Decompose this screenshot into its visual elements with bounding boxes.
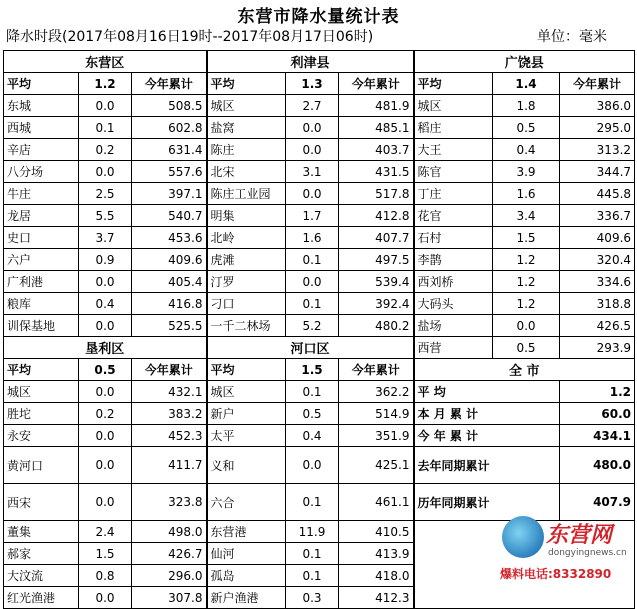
table-cell: 453.6 bbox=[132, 227, 207, 249]
table-row bbox=[4, 161, 635, 183]
table-cell: 平均 bbox=[4, 73, 79, 95]
table-row bbox=[4, 403, 635, 425]
table-cell: 太平 bbox=[207, 425, 286, 447]
table-cell: 431.5 bbox=[339, 161, 414, 183]
table-cell: 龙居 bbox=[4, 205, 79, 227]
table-cell: 0.5 bbox=[286, 403, 339, 425]
table-cell: 西营 bbox=[414, 337, 493, 359]
table-cell: 0.0 bbox=[286, 117, 339, 139]
table-cell: 辛店 bbox=[4, 139, 79, 161]
table-cell: 0.0 bbox=[79, 315, 132, 337]
table-cell: 今年累计 bbox=[132, 359, 207, 381]
table-cell: 0.1 bbox=[286, 565, 339, 587]
table-cell: 410.5 bbox=[339, 521, 414, 543]
table-cell: 今 年 累 计 bbox=[414, 425, 560, 447]
table-cell: 大汶流 bbox=[4, 565, 79, 587]
table-cell: 0.0 bbox=[79, 271, 132, 293]
table-row bbox=[4, 447, 635, 484]
table-cell: 历年同期累计 bbox=[414, 484, 560, 521]
table-cell: 426.7 bbox=[132, 543, 207, 565]
table-cell: 1.6 bbox=[286, 227, 339, 249]
table-cell: 1.5 bbox=[286, 359, 339, 381]
table-cell: 392.4 bbox=[339, 293, 414, 315]
table-cell: 386.0 bbox=[560, 95, 635, 117]
table-cell: 1.7 bbox=[286, 205, 339, 227]
table-cell: 去年同期累计 bbox=[414, 447, 560, 484]
table-cell: 孤岛 bbox=[207, 565, 286, 587]
table-cell: 296.0 bbox=[132, 565, 207, 587]
table-cell: 403.7 bbox=[339, 139, 414, 161]
section-header-hekou: 河口区 bbox=[207, 337, 414, 359]
table-cell: 540.7 bbox=[132, 205, 207, 227]
table-cell: 陈庄 bbox=[207, 139, 286, 161]
table-cell: 307.8 bbox=[132, 587, 207, 609]
table-cell: 新户 bbox=[207, 403, 286, 425]
table-cell: 411.7 bbox=[132, 447, 207, 484]
table-cell: 平均 bbox=[207, 359, 286, 381]
table-cell: 牛庄 bbox=[4, 183, 79, 205]
table-cell: 0.0 bbox=[79, 587, 132, 609]
table-cell: 412.3 bbox=[339, 587, 414, 609]
table-cell: 城区 bbox=[207, 95, 286, 117]
table-cell: 313.2 bbox=[560, 139, 635, 161]
table-cell: 323.8 bbox=[132, 484, 207, 521]
table-cell: 383.2 bbox=[132, 403, 207, 425]
table-cell: 631.4 bbox=[132, 139, 207, 161]
table-cell: 407.9 bbox=[560, 484, 635, 521]
table-cell: 452.3 bbox=[132, 425, 207, 447]
table-cell: 西刘桥 bbox=[414, 271, 493, 293]
table-cell: 1.8 bbox=[493, 95, 560, 117]
table-cell: 351.9 bbox=[339, 425, 414, 447]
table-row bbox=[4, 117, 635, 139]
table-cell: 今年累计 bbox=[339, 359, 414, 381]
table-cell: 3.1 bbox=[286, 161, 339, 183]
table-cell: 432.1 bbox=[132, 381, 207, 403]
table-cell: 0.0 bbox=[79, 95, 132, 117]
logo-brand: 东营网 bbox=[546, 522, 613, 548]
table-cell: 盐场 bbox=[414, 315, 493, 337]
table-cell: 平均 bbox=[207, 73, 286, 95]
table-cell: 0.3 bbox=[286, 587, 339, 609]
table-cell: 西城 bbox=[4, 117, 79, 139]
unit-text: 单位：毫米 bbox=[537, 29, 607, 45]
table-row bbox=[4, 293, 635, 315]
table-cell: 514.9 bbox=[339, 403, 414, 425]
table-row bbox=[4, 227, 635, 249]
table-cell: 0.0 bbox=[286, 183, 339, 205]
table-row bbox=[4, 205, 635, 227]
table-cell: 3.4 bbox=[493, 205, 560, 227]
table-row bbox=[4, 425, 635, 447]
table-row bbox=[4, 95, 635, 117]
table-cell: 西宋 bbox=[4, 484, 79, 521]
table-cell: 刁口 bbox=[207, 293, 286, 315]
table-cell: 1.6 bbox=[493, 183, 560, 205]
table-cell: 六户 bbox=[4, 249, 79, 271]
table-cell: 293.9 bbox=[560, 337, 635, 359]
table-cell: 东城 bbox=[4, 95, 79, 117]
table-cell: 334.6 bbox=[560, 271, 635, 293]
table-cell: 六合 bbox=[207, 484, 286, 521]
table-cell: 418.0 bbox=[339, 565, 414, 587]
period-text: 降水时段(2017年08月16日19时--2017年08月17日06时) bbox=[6, 29, 374, 45]
table-cell: 史口 bbox=[4, 227, 79, 249]
table-cell: 461.1 bbox=[339, 484, 414, 521]
table-cell: 480.2 bbox=[339, 315, 414, 337]
table-cell: 336.7 bbox=[560, 205, 635, 227]
table-cell: 5.5 bbox=[79, 205, 132, 227]
table-cell: 永安 bbox=[4, 425, 79, 447]
table-cell: 北宋 bbox=[207, 161, 286, 183]
table-cell: 花官 bbox=[414, 205, 493, 227]
table-cell: 0.1 bbox=[79, 117, 132, 139]
globe-icon bbox=[502, 516, 544, 558]
table-cell: 0.1 bbox=[286, 293, 339, 315]
table-cell: 广利港 bbox=[4, 271, 79, 293]
table-cell: 稻庄 bbox=[414, 117, 493, 139]
table-cell: 413.9 bbox=[339, 543, 414, 565]
table-cell: 0.0 bbox=[79, 161, 132, 183]
table-cell: 3.9 bbox=[493, 161, 560, 183]
table-cell: 1.2 bbox=[79, 73, 132, 95]
table-cell: 虎滩 bbox=[207, 249, 286, 271]
table-cell: 445.8 bbox=[560, 183, 635, 205]
table-cell: 0.0 bbox=[493, 315, 560, 337]
table-row bbox=[4, 359, 635, 381]
table-cell: 0.1 bbox=[286, 543, 339, 565]
table-cell: 董集 bbox=[4, 521, 79, 543]
table-cell: 426.5 bbox=[560, 315, 635, 337]
page-title: 东营市降水量统计表 bbox=[237, 7, 400, 27]
table-cell: 一千二林场 bbox=[207, 315, 286, 337]
table-cell: 405.4 bbox=[132, 271, 207, 293]
table-cell: 0.1 bbox=[286, 484, 339, 521]
table-cell: 480.0 bbox=[560, 447, 635, 484]
table-cell: 0.5 bbox=[493, 117, 560, 139]
table-cell: 0.8 bbox=[79, 565, 132, 587]
table-cell: 1.5 bbox=[79, 543, 132, 565]
table-row bbox=[4, 73, 635, 95]
table-cell: 城区 bbox=[414, 95, 493, 117]
table-cell: 60.0 bbox=[560, 403, 635, 425]
table-row bbox=[4, 381, 635, 403]
table-cell: 602.8 bbox=[132, 117, 207, 139]
section-header-city: 全 市 bbox=[414, 359, 635, 381]
table-row bbox=[4, 183, 635, 205]
table-cell: 2.7 bbox=[286, 95, 339, 117]
table-cell: 李鹊 bbox=[414, 249, 493, 271]
table-cell: 481.9 bbox=[339, 95, 414, 117]
table-cell: 0.2 bbox=[79, 139, 132, 161]
table-cell: 今年累计 bbox=[132, 73, 207, 95]
table-cell: 0.1 bbox=[286, 381, 339, 403]
section-header-dongying: 东营区 bbox=[4, 51, 207, 73]
table-cell: 407.7 bbox=[339, 227, 414, 249]
table-cell: 320.4 bbox=[560, 249, 635, 271]
table-cell: 2.5 bbox=[79, 183, 132, 205]
table-cell: 1.5 bbox=[493, 227, 560, 249]
table-cell: 0.9 bbox=[79, 249, 132, 271]
table-cell: 0.0 bbox=[286, 271, 339, 293]
table-cell: 城区 bbox=[4, 381, 79, 403]
table-cell: 明集 bbox=[207, 205, 286, 227]
table-cell: 0.0 bbox=[79, 381, 132, 403]
table-cell: 大王 bbox=[414, 139, 493, 161]
table-cell: 3.7 bbox=[79, 227, 132, 249]
table-cell: 539.4 bbox=[339, 271, 414, 293]
table-cell: 517.8 bbox=[339, 183, 414, 205]
table-row bbox=[4, 249, 635, 271]
table-cell: 5.2 bbox=[286, 315, 339, 337]
table-cell: 409.6 bbox=[560, 227, 635, 249]
table-cell: 11.9 bbox=[286, 521, 339, 543]
table-row bbox=[4, 315, 635, 337]
table-cell: 557.6 bbox=[132, 161, 207, 183]
table-cell: 0.1 bbox=[286, 249, 339, 271]
table-cell: 黄河口 bbox=[4, 447, 79, 484]
table-cell: 0.4 bbox=[286, 425, 339, 447]
table-row bbox=[4, 51, 635, 73]
table-cell: 丁庄 bbox=[414, 183, 493, 205]
table-cell: 仙河 bbox=[207, 543, 286, 565]
table-cell: 0.2 bbox=[79, 403, 132, 425]
table-cell: 郝家 bbox=[4, 543, 79, 565]
table-cell: 1.2 bbox=[560, 381, 635, 403]
section-header-guangrao: 广饶县 bbox=[414, 51, 635, 73]
table-cell: 陈官 bbox=[414, 161, 493, 183]
table-cell: 295.0 bbox=[560, 117, 635, 139]
table-cell: 0.0 bbox=[79, 425, 132, 447]
table-cell: 0.0 bbox=[79, 484, 132, 521]
table-cell: 1.4 bbox=[493, 73, 560, 95]
table-cell: 362.2 bbox=[339, 381, 414, 403]
table-cell: 2.4 bbox=[79, 521, 132, 543]
table-row bbox=[4, 271, 635, 293]
table-cell: 0.0 bbox=[79, 447, 132, 484]
table-cell: 0.4 bbox=[493, 139, 560, 161]
table-cell: 508.5 bbox=[132, 95, 207, 117]
table-cell: 新户渔港 bbox=[207, 587, 286, 609]
table-cell: 陈庄工业园 bbox=[207, 183, 286, 205]
table-cell: 今年累计 bbox=[339, 73, 414, 95]
table-cell: 平 均 bbox=[414, 381, 560, 403]
table-cell: 粮库 bbox=[4, 293, 79, 315]
table-cell: 本 月 累 计 bbox=[414, 403, 560, 425]
table-cell: 0.0 bbox=[286, 139, 339, 161]
table-cell: 1.2 bbox=[493, 293, 560, 315]
table-cell: 344.7 bbox=[560, 161, 635, 183]
table-cell: 平均 bbox=[414, 73, 493, 95]
section-header-kenli: 垦利区 bbox=[4, 337, 207, 359]
logo-phone: 爆料电话:8332890 bbox=[500, 567, 612, 581]
table-row bbox=[4, 139, 635, 161]
table-cell: 0.0 bbox=[286, 447, 339, 484]
table-cell: 409.6 bbox=[132, 249, 207, 271]
table-cell: 498.0 bbox=[132, 521, 207, 543]
table-cell: 八分场 bbox=[4, 161, 79, 183]
table-cell: 今年累计 bbox=[560, 73, 635, 95]
table-cell: 东营港 bbox=[207, 521, 286, 543]
table-cell: 胜坨 bbox=[4, 403, 79, 425]
site-logo bbox=[498, 510, 628, 588]
table-cell: 0.5 bbox=[493, 337, 560, 359]
table-cell: 0.4 bbox=[79, 293, 132, 315]
table-cell: 425.1 bbox=[339, 447, 414, 484]
table-cell: 平均 bbox=[4, 359, 79, 381]
section-header-lijin: 利津县 bbox=[207, 51, 414, 73]
table-cell: 汀罗 bbox=[207, 271, 286, 293]
table-cell: 525.5 bbox=[132, 315, 207, 337]
logo-url: dongyingnews.cn bbox=[548, 548, 627, 558]
table-cell: 训保基地 bbox=[4, 315, 79, 337]
table-cell: 1.3 bbox=[286, 73, 339, 95]
table-cell: 北岭 bbox=[207, 227, 286, 249]
table-cell: 1.2 bbox=[493, 271, 560, 293]
table-row bbox=[4, 337, 635, 359]
table-cell: 397.1 bbox=[132, 183, 207, 205]
table-cell: 416.8 bbox=[132, 293, 207, 315]
table-cell: 石村 bbox=[414, 227, 493, 249]
table-cell: 497.5 bbox=[339, 249, 414, 271]
table-cell: 城区 bbox=[207, 381, 286, 403]
table-cell: 红光渔港 bbox=[4, 587, 79, 609]
table-cell: 318.8 bbox=[560, 293, 635, 315]
table-cell: 434.1 bbox=[560, 425, 635, 447]
table-cell: 大码头 bbox=[414, 293, 493, 315]
table-cell: 0.5 bbox=[79, 359, 132, 381]
table-cell: 485.1 bbox=[339, 117, 414, 139]
table-cell: 412.8 bbox=[339, 205, 414, 227]
table-cell: 义和 bbox=[207, 447, 286, 484]
table-cell: 盐窝 bbox=[207, 117, 286, 139]
table-cell: 1.2 bbox=[493, 249, 560, 271]
